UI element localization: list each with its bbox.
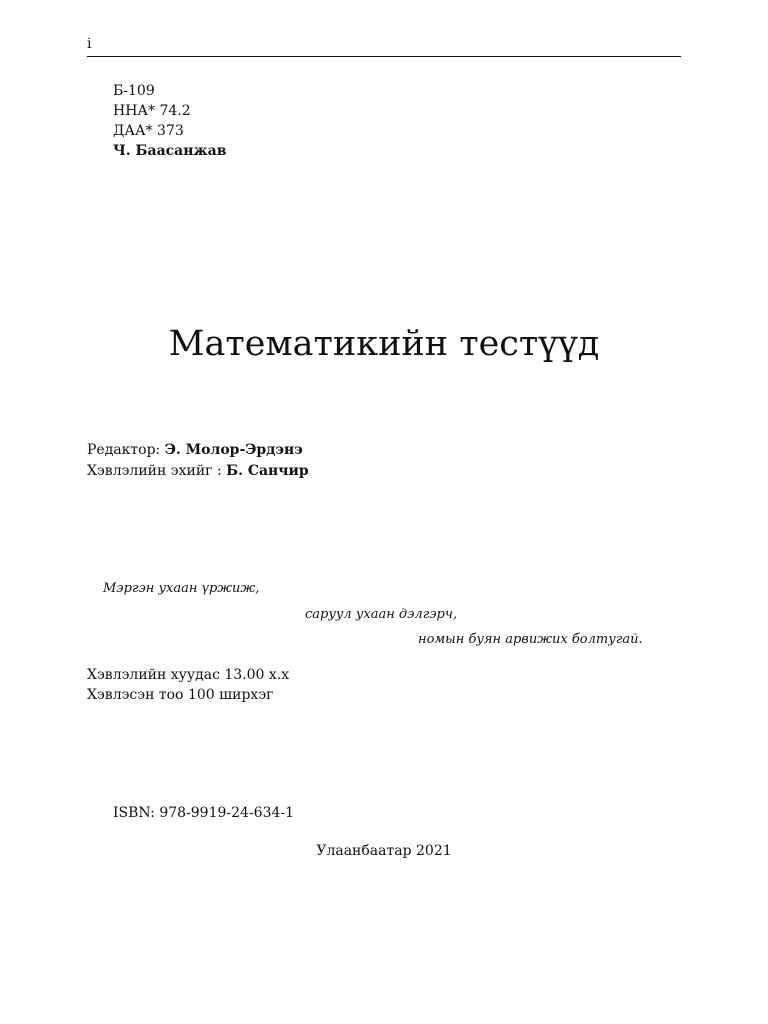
catalog-block bbox=[113, 81, 226, 161]
catalog-code-daa: ДАА* 373 bbox=[113, 123, 184, 139]
book-title: Математикийн тестүүд bbox=[168, 324, 600, 364]
print-head-name: Б. Санчир bbox=[226, 463, 309, 479]
print-head-line bbox=[87, 461, 309, 482]
print-copies: Хэвлэсэн тоо 100 ширхэг bbox=[87, 687, 274, 703]
poem-line-2: саруул ухаан дэлгэрч, bbox=[305, 607, 458, 622]
header-rule bbox=[87, 56, 681, 57]
isbn: ISBN: 978-9919-24-634-1 bbox=[113, 805, 295, 821]
print-sheets: Хэвлэлийн хуудас 13.00 х.х bbox=[87, 667, 290, 683]
poem-line-3: номын буян арвижих болтугай. bbox=[418, 632, 643, 647]
place-year: Улаанбаатар 2021 bbox=[316, 843, 452, 859]
catalog-code-b: Б-109 bbox=[113, 83, 155, 99]
editor-line bbox=[87, 440, 309, 461]
editor-name: Э. Молор-Эрдэнэ bbox=[164, 442, 303, 458]
page-number: i bbox=[87, 36, 92, 52]
print-head-label: Хэвлэлийн эхийг : bbox=[87, 463, 227, 479]
poem-line-1: Мэргэн ухаан үржиж, bbox=[103, 581, 260, 596]
editor-label: Редактор: bbox=[87, 442, 165, 458]
author-name: Ч. Баасанжав bbox=[113, 143, 227, 159]
credits-block bbox=[87, 440, 309, 482]
catalog-code-nna: ННА* 74.2 bbox=[113, 103, 191, 119]
print-info-block bbox=[87, 665, 289, 705]
